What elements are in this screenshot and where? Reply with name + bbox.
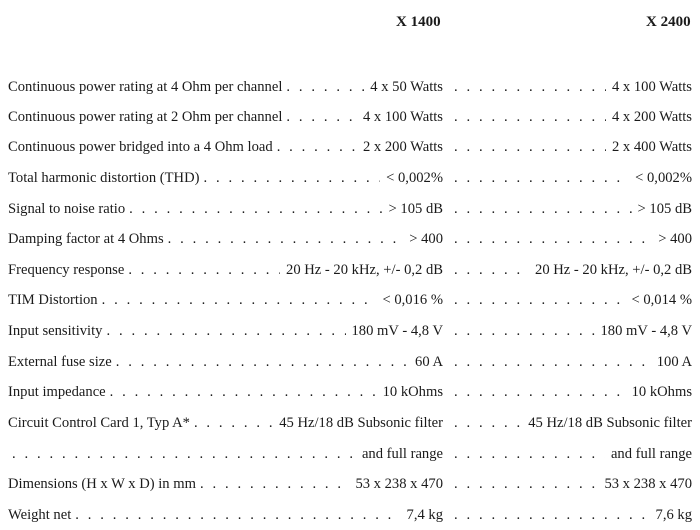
- spec-row: [0, 413, 700, 433]
- dot-leader: [129, 199, 382, 219]
- value-x1400: 45 Hz/18 dB Subsonic filter: [279, 415, 443, 431]
- spec-label: Continuous power rating at 2 Ohm per channel: [8, 109, 283, 125]
- spec-row: [0, 199, 700, 219]
- dot-leader: [454, 352, 651, 372]
- dot-leader: [454, 444, 605, 464]
- value-x2400: 4 x 100 Watts: [611, 79, 692, 95]
- value-x1400: 60 A: [415, 354, 443, 370]
- value-x2400: 45 Hz/18 dB Subsonic filter: [528, 415, 692, 431]
- dot-leader: [454, 382, 626, 402]
- dot-leader: [110, 382, 377, 402]
- column-header-x2400: X 2400: [646, 14, 691, 30]
- dot-leader: [286, 107, 357, 127]
- spec-row: [0, 474, 700, 494]
- dot-leader: [454, 199, 632, 219]
- spec-label: Input impedance: [8, 384, 106, 400]
- spec-label: TIM Distortion: [8, 292, 98, 308]
- spec-row: [0, 352, 700, 372]
- spec-row: [0, 260, 700, 280]
- spec-label: Signal to noise ratio: [8, 201, 126, 217]
- spec-label: Circuit Control Card 1, Typ A*: [8, 415, 190, 431]
- dot-leader: [106, 321, 345, 341]
- value-x2400: 2 x 400 Watts: [611, 139, 692, 155]
- spec-row: [0, 290, 700, 310]
- value-x1400: and full range: [361, 446, 443, 462]
- dot-leader: [454, 321, 595, 341]
- value-x1400: 20 Hz - 20 kHz, +/- 0,2 dB: [286, 262, 443, 278]
- dot-leader: [454, 474, 598, 494]
- spec-row: [0, 229, 700, 249]
- spec-row: [0, 321, 700, 341]
- dot-leader: [102, 290, 377, 310]
- spec-row: [0, 505, 700, 525]
- spec-label: Frequency response: [8, 262, 125, 278]
- value-x2400: > 400: [658, 231, 692, 247]
- value-x2400: and full range: [610, 446, 692, 462]
- dot-leader: [277, 137, 357, 157]
- spec-label: External fuse size: [8, 354, 112, 370]
- dot-leader: [194, 413, 273, 433]
- value-x1400: 180 mV - 4,8 V: [351, 323, 443, 339]
- value-x2400: 20 Hz - 20 kHz, +/- 0,2 dB: [535, 262, 692, 278]
- dot-leader: [454, 77, 606, 97]
- dot-leader: [116, 352, 409, 372]
- dot-leader: [168, 229, 404, 249]
- dot-leader: [75, 505, 400, 525]
- dot-leader: [454, 413, 522, 433]
- dot-leader: [454, 290, 625, 310]
- value-x1400: 53 x 238 x 470: [355, 476, 443, 492]
- value-x1400: 7,4 kg: [406, 507, 443, 523]
- dot-leader: [454, 505, 650, 525]
- value-x2400: 10 kOhms: [631, 384, 692, 400]
- value-x1400: 4 x 50 Watts: [370, 79, 443, 95]
- dot-leader: [286, 77, 364, 97]
- value-x2400: 4 x 200 Watts: [611, 109, 692, 125]
- value-x2400: 53 x 238 x 470: [604, 476, 692, 492]
- spec-row: [0, 77, 700, 97]
- value-x1400: 2 x 200 Watts: [362, 139, 443, 155]
- value-x2400: > 105 dB: [637, 201, 692, 217]
- value-x2400: 180 mV - 4,8 V: [600, 323, 692, 339]
- dot-leader: [204, 168, 381, 188]
- value-x1400: 10 kOhms: [382, 384, 443, 400]
- spec-label: Input sensitivity: [8, 323, 103, 339]
- dot-leader: [128, 260, 280, 280]
- spec-label: Continuous power rating at 4 Ohm per channel: [8, 79, 283, 95]
- spec-label: Weight net: [8, 507, 72, 523]
- spec-label: Damping factor at 4 Ohms: [8, 231, 164, 247]
- value-x2400: < 0,002%: [635, 170, 692, 186]
- spec-row-continuation: [0, 444, 700, 464]
- value-x1400: < 0,016 %: [382, 292, 443, 308]
- spec-label: Continuous power bridged into a 4 Ohm load: [8, 139, 273, 155]
- spec-row: [0, 382, 700, 402]
- spec-row: [0, 168, 700, 188]
- spec-label: Dimensions (H x W x D) in mm: [8, 476, 196, 492]
- spec-row: [0, 107, 700, 127]
- dot-leader: [454, 168, 629, 188]
- dot-leader: [454, 107, 606, 127]
- value-x1400: > 400: [409, 231, 443, 247]
- column-header-x1400: X 1400: [396, 14, 441, 30]
- dot-leader: [454, 137, 606, 157]
- value-x1400: < 0,002%: [386, 170, 443, 186]
- value-x2400: < 0,014 %: [631, 292, 692, 308]
- value-x2400: 7,6 kg: [655, 507, 692, 523]
- dot-leader: [454, 229, 652, 249]
- dot-leader: [454, 260, 529, 280]
- dot-leader: [200, 474, 349, 494]
- value-x1400: 4 x 100 Watts: [362, 109, 443, 125]
- value-x1400: > 105 dB: [388, 201, 443, 217]
- dot-leader: [12, 444, 356, 464]
- value-x2400: 100 A: [656, 354, 692, 370]
- spec-label: Total harmonic distortion (THD): [8, 170, 200, 186]
- spec-row: [0, 137, 700, 157]
